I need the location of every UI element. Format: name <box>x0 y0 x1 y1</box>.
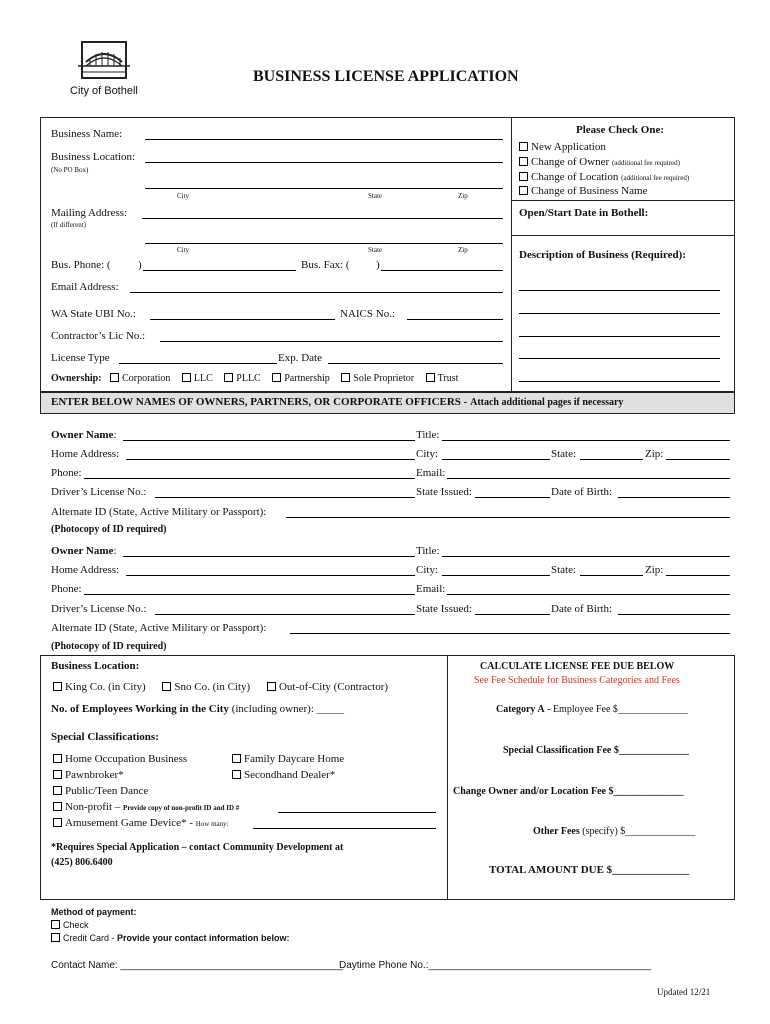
ownership-trust[interactable]: Trust <box>426 373 459 384</box>
please-check-heading: Please Check One: <box>576 124 664 136</box>
business-name-field[interactable] <box>145 139 503 140</box>
checkbox-icon[interactable] <box>224 373 233 382</box>
owner-1-title-label: Title: <box>416 429 440 441</box>
city-logo <box>68 40 148 98</box>
other-fees[interactable]: Other Fees (specify) $______________ <box>533 826 696 837</box>
employees-row: No. of Employees Working in the City (including owner): _____ <box>51 703 345 715</box>
change-owner-fee[interactable]: Change Owner and/or Location Fee $______________ <box>453 786 684 797</box>
ownership-row <box>51 373 458 384</box>
special-secondhand-dealer[interactable]: Secondhand Dealer* <box>232 769 335 781</box>
checkbox-icon[interactable] <box>519 142 528 151</box>
owner-2-phone-label: Phone: <box>51 583 82 595</box>
total-amount-due[interactable]: TOTAL AMOUNT DUE $______________ <box>489 864 690 876</box>
owner-2-photocopy-note: (Photocopy of ID required) <box>51 641 167 652</box>
exp-date-label: Exp. Date <box>278 352 322 364</box>
no-po-box-note: (No PO Box) <box>51 166 89 174</box>
owner-2-phone-field[interactable] <box>84 594 415 595</box>
owner-1-state-issued-label: State Issued: <box>416 486 472 498</box>
checkbox-icon[interactable] <box>51 933 60 942</box>
description-line-4[interactable] <box>519 358 720 359</box>
owner-2-state-issued-label: State Issued: <box>416 603 472 615</box>
ownership-label: Ownership: <box>51 373 102 384</box>
naics-label: NAICS No.: <box>340 308 396 320</box>
owner-1-dl-field[interactable] <box>155 497 415 498</box>
owner-2-city-label: City: <box>416 564 439 576</box>
owner-2-home-label: Home Address: <box>51 564 120 576</box>
checkbox-icon[interactable] <box>182 373 191 382</box>
fee-schedule-link[interactable]: See Fee Schedule for Business Categories and Fees <box>474 675 680 686</box>
description-line-2[interactable] <box>519 313 720 314</box>
checkbox-icon[interactable] <box>53 802 62 811</box>
mailing-address-label: Mailing Address: <box>51 207 128 219</box>
business-location-field[interactable] <box>145 162 503 163</box>
description-label: Description of Business (Required): <box>519 249 686 261</box>
owner-2-dl-label: Driver’s License No.: <box>51 603 147 615</box>
owner-2-name-field[interactable] <box>123 556 415 557</box>
logo-text: City of Bothell <box>70 85 138 97</box>
owner-1-title-field[interactable] <box>442 440 730 441</box>
location-city-field[interactable] <box>145 188 503 189</box>
license-type-label: License Type <box>51 352 110 364</box>
license-type-field[interactable] <box>119 363 277 364</box>
owner-1-photocopy-note: (Photocopy of ID required) <box>51 524 167 535</box>
owner-1-name-row: Owner Name: <box>51 429 117 441</box>
state-caption: State <box>368 192 382 200</box>
email-field[interactable] <box>130 292 503 293</box>
checkbox-icon[interactable] <box>51 920 60 929</box>
payment-section <box>51 906 290 945</box>
owner-2-alt-id-label: Alternate ID (State, Active Military or Passport): <box>51 622 267 634</box>
owner-1-city-label: City: <box>416 448 439 460</box>
location-options-row <box>53 681 388 693</box>
business-location-label: Business Location: <box>51 151 136 163</box>
checkbox-icon[interactable] <box>53 770 62 779</box>
checkbox-icon[interactable] <box>232 770 241 779</box>
ownership-corporation[interactable]: Corporation <box>110 373 170 384</box>
special-classifications-heading: Special Classifications: <box>51 731 159 743</box>
owner-2-title-field[interactable] <box>442 556 730 557</box>
description-line-5[interactable] <box>519 381 720 382</box>
fee-box-title: CALCULATE LICENSE FEE DUE BELOW <box>480 661 675 672</box>
owner-1-alt-id-label: Alternate ID (State, Active Military or Passport): <box>51 506 267 518</box>
bus-phone-field[interactable] <box>143 270 296 271</box>
owner-2-state-issued-field[interactable] <box>475 614 550 615</box>
business-name-label: Business Name: <box>51 128 123 140</box>
owner-1-phone-label: Phone: <box>51 467 82 479</box>
checkbox-icon[interactable] <box>53 754 62 763</box>
payment-method-label: Method of payment: <box>51 907 137 917</box>
checkbox-icon[interactable] <box>272 373 281 382</box>
owner-1-home-field[interactable] <box>126 459 415 460</box>
page-title: BUSINESS LICENSE APPLICATION <box>253 68 519 85</box>
owner-2-city-field[interactable] <box>442 575 550 576</box>
owner-1-dob-field[interactable] <box>618 497 730 498</box>
checkbox-icon[interactable] <box>232 754 241 763</box>
option-new-application[interactable]: New Application <box>519 141 606 153</box>
payment-check[interactable]: Check <box>51 919 290 932</box>
owner-2-email-field[interactable] <box>447 594 730 595</box>
bus-fax-label: Bus. Fax: ( <box>301 259 350 271</box>
checkbox-icon[interactable] <box>162 682 171 691</box>
open-date-label: Open/Start Date in Bothell: <box>519 207 649 219</box>
owner-1-name-field[interactable] <box>123 440 415 441</box>
contractor-field[interactable] <box>160 341 503 342</box>
owner-2-dl-field[interactable] <box>155 614 415 615</box>
bridge-logo-icon <box>68 40 148 82</box>
ownership-pllc[interactable]: PLLC <box>224 373 260 384</box>
checkbox-icon[interactable] <box>110 373 119 382</box>
divider <box>511 235 735 236</box>
ownership-sole-proprietor[interactable]: Sole Proprietor <box>341 373 414 384</box>
bus-phone-close: ) <box>138 259 142 271</box>
contact-name-field[interactable]: Contact Name: ________________________________________ <box>51 960 343 971</box>
special-pawnbroker[interactable]: Pawnbroker* <box>53 769 124 781</box>
category-a-fee[interactable]: Category A - Employee Fee $______________ <box>496 704 688 715</box>
special-nonprofit[interactable]: Non-profit – Provide copy of non-profit ID and ID # <box>53 801 239 813</box>
owner-1-state-issued-field[interactable] <box>475 497 550 498</box>
option-out-of-city[interactable]: Out-of-City (Contractor) <box>267 681 388 693</box>
nonprofit-id-field[interactable] <box>278 812 436 813</box>
bus-fax-close: ) <box>376 259 380 271</box>
owner-2-home-field[interactable] <box>126 575 415 576</box>
special-teen-dance[interactable]: Public/Teen Dance <box>53 785 148 797</box>
mailing-zip-caption: Zip <box>458 246 468 254</box>
if-different-note: (If different) <box>51 221 87 229</box>
mailing-city-field[interactable] <box>145 243 503 244</box>
special-classification-fee[interactable]: Special Classification Fee $______________ <box>503 745 689 756</box>
amusement-count-field[interactable] <box>253 828 436 829</box>
checkbox-icon[interactable] <box>267 682 276 691</box>
owner-1-phone-field[interactable] <box>84 478 415 479</box>
location-box-heading: Business Location: <box>51 660 140 672</box>
email-label: Email Address: <box>51 281 119 293</box>
option-change-business-name[interactable]: Change of Business Name <box>519 185 647 197</box>
owner-1-home-label: Home Address: <box>51 448 120 460</box>
checkbox-icon[interactable] <box>519 186 528 195</box>
owner-1-state-field[interactable] <box>580 459 643 460</box>
option-change-owner[interactable]: Change of Owner (additional fee required) <box>519 156 680 168</box>
checkbox-icon[interactable] <box>519 157 528 166</box>
checkbox-icon[interactable] <box>426 373 435 382</box>
description-line-3[interactable] <box>519 336 720 337</box>
requires-phone: (425) 806.6400 <box>51 857 113 868</box>
owner-2-zip-label: Zip: <box>645 564 664 576</box>
special-home-occupation[interactable]: Home Occupation Business <box>53 753 187 765</box>
requires-note: *Requires Special Application – contact Community Development at <box>51 842 344 853</box>
owner-2-zip-field[interactable] <box>666 575 730 576</box>
exp-date-field[interactable] <box>328 363 503 364</box>
contractor-label: Contractor’s Lic No.: <box>51 330 146 342</box>
owner-1-alt-id-field[interactable] <box>286 517 730 518</box>
city-caption: City <box>177 192 190 200</box>
divider <box>511 200 735 201</box>
special-amusement[interactable]: Amusement Game Device* - How many: <box>53 817 229 829</box>
checkbox-icon[interactable] <box>341 373 350 382</box>
ownership-partnership[interactable]: Partnership <box>272 373 330 384</box>
owner-2-alt-id-field[interactable] <box>290 633 730 634</box>
daytime-phone-field[interactable]: Daytime Phone No.:________________________________________ <box>339 960 651 971</box>
ubi-label: WA State UBI No.: <box>51 308 136 320</box>
owner-1-state-label: State: <box>551 448 577 460</box>
ubi-field[interactable] <box>150 319 335 320</box>
option-king-co[interactable]: King Co. (in City) <box>53 681 146 693</box>
description-line-1[interactable] <box>519 290 720 291</box>
checkbox-icon[interactable] <box>519 172 528 181</box>
checkbox-icon[interactable] <box>53 682 62 691</box>
owner-2-state-label: State: <box>551 564 577 576</box>
owner-1-email-field[interactable] <box>447 478 730 479</box>
ownership-llc[interactable]: LLC <box>182 373 213 384</box>
mailing-address-field[interactable] <box>142 218 503 219</box>
checkbox-icon[interactable] <box>53 786 62 795</box>
bus-fax-field[interactable] <box>381 270 503 271</box>
updated-note: Updated 12/21 <box>657 987 711 997</box>
owners-banner-text: ENTER BELOW NAMES OF OWNERS, PARTNERS, OR CORPORATE OFFICERS - Attach additional pages if necessary <box>51 396 624 408</box>
naics-field[interactable] <box>407 319 503 320</box>
mailing-city-caption: City <box>177 246 190 254</box>
zip-caption: Zip <box>458 192 468 200</box>
owner-1-dl-label: Driver’s License No.: <box>51 486 147 498</box>
owner-2-dob-label: Date of Birth: <box>551 603 613 615</box>
owner-1-city-field[interactable] <box>442 459 550 460</box>
payment-credit-card[interactable]: Credit Card - Provide your contact information below: <box>51 932 290 945</box>
owner-2-name-row: Owner Name: <box>51 545 117 557</box>
owner-1-zip-field[interactable] <box>666 459 730 460</box>
mailing-state-caption: State <box>368 246 382 254</box>
owner-2-state-field[interactable] <box>580 575 643 576</box>
owner-2-email-label: Email: <box>416 583 446 595</box>
option-sno-co[interactable]: Sno Co. (in City) <box>162 681 250 693</box>
owner-2-title-label: Title: <box>416 545 440 557</box>
option-change-location[interactable]: Change of Location (additional fee required) <box>519 171 689 183</box>
checkbox-icon[interactable] <box>53 818 62 827</box>
special-family-daycare[interactable]: Family Daycare Home <box>232 753 344 765</box>
owner-1-zip-label: Zip: <box>645 448 664 460</box>
bus-phone-label: Bus. Phone: ( <box>51 259 111 271</box>
owner-1-email-label: Email: <box>416 467 446 479</box>
owner-2-dob-field[interactable] <box>618 614 730 615</box>
owner-1-dob-label: Date of Birth: <box>551 486 613 498</box>
